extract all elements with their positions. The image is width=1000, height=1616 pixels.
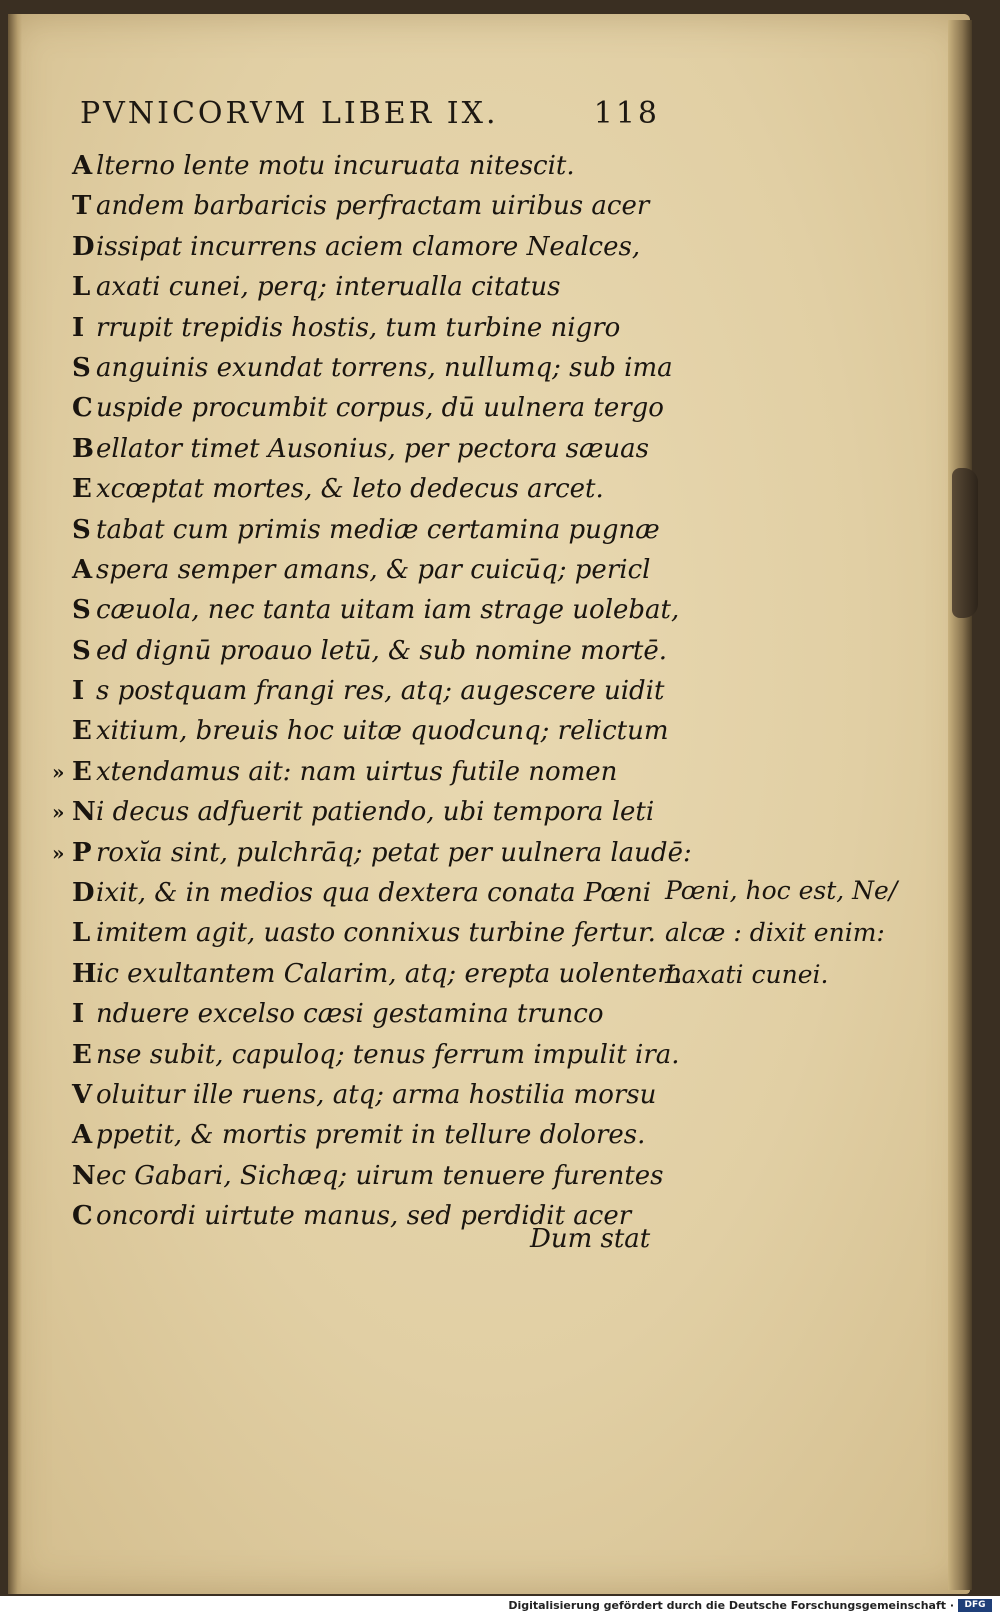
verse-text: ellator timet Ausonius, per pectora sæuas [96,433,650,464]
verse-text: uspide procumbit corpus, dū uulnera tergo [96,393,664,424]
verse-text: spera semper amans, & par cuicūq; pericl [96,554,651,585]
verse-line [72,954,682,994]
verse-line [72,1035,680,1075]
dfg-logo: DFG [958,1599,992,1612]
verse-line [72,267,672,307]
verse-initial: N [72,797,96,828]
verse-initial: I [72,999,85,1030]
verse-initial: C [72,1201,93,1232]
margin-note-line: alcæ : dixit enim: [665,918,885,947]
verse-line [72,146,672,186]
verse-text: cæuola, nec tanta uitam iam strage uolebat, [96,595,680,626]
verse-line [52,792,672,832]
verse-text: xcœptat mortes, & leto dedecus arcet. [96,474,604,505]
verse-text: roxĭa sint, pulchrāq; petat per uulnera laudē: [96,837,692,868]
verse-line [52,833,692,873]
verse-text: axati cunei, perq; interualla citatus [96,272,561,303]
verse-text: oluitur ille ruens, atq; arma hostilia morsu [96,1079,657,1110]
verse-line [72,469,672,509]
verse-initial: L [72,272,91,303]
verse-line [72,590,680,630]
verse-text: xtendamus ait: nam uirtus futile nomen [96,756,618,787]
verse-initial: A [72,151,93,181]
verse-text: anguinis exundat torrens, nullumq; sub ima [96,352,673,383]
verse-text: oncordi uirtute manus, sed perdidit acer [96,1201,632,1232]
binding-gutter [8,14,22,1594]
verse-line [72,671,672,711]
verse-line [72,227,672,267]
verse-initial: S [72,635,91,666]
verse-line [72,550,672,590]
verse-line [72,873,672,913]
verse-initial: C [72,393,93,424]
verse-initial: I [72,676,85,707]
verse-line [72,913,672,953]
verse-initial: A [72,1120,93,1151]
verse-initial: S [72,595,91,626]
running-title: PVNICORVM LIBER IX. [80,96,499,131]
verse-text: andem barbaricis perfractam uiribus acer [96,191,650,222]
verse-text: nduere excelso cæsi gestamina trunco [96,999,604,1030]
running-header [80,96,660,131]
verse-text: imitem agit, uasto connixus turbine fertur. [96,918,656,949]
verse-initial: I [72,312,85,343]
verse-text: ic exultantem Calarim, atq; erepta uolentem [96,958,682,989]
verse-line [72,186,672,226]
verse-line [72,1075,672,1115]
verse-line [72,711,672,751]
verse-text: ec Gabari, Sichæq; uirum tenuere furentes [96,1160,664,1191]
verse-initial: V [72,1079,93,1110]
verse-initial: S [72,352,91,383]
verse-initial: N [72,1160,96,1191]
verse-line [72,1115,672,1155]
verse-initial: T [72,191,92,222]
verse-text: tabat cum primis mediæ certamina pugnæ [96,514,660,545]
page-number: 118 [593,96,660,131]
verse-line [72,388,672,428]
verse-text: rrupit trepidis hostis, tum turbine nigro [96,312,621,343]
verse-text: i decus adfuerit patiendo, ubi tempora leti [96,797,655,828]
verse-initial: E [72,474,92,505]
quotation-mark: » [52,759,65,784]
verse-initial: E [72,756,92,787]
verse-text: ppetit, & mortis premit in tellure dolores. [96,1120,646,1151]
verse-initial: D [72,878,95,909]
verse-initial: P [72,837,92,868]
verse-initial: D [72,231,95,262]
verse-line [72,348,672,388]
catchword: Dum stat [530,1224,651,1254]
verse-text: ed dignū proauo letū, & sub nomine mortē. [96,635,667,666]
verse-text: nse subit, capuloq; tenus ferrum impulit ira. [96,1039,680,1070]
verse-text: lterno lente motu incuruata nitescit. [96,151,575,181]
page-fore-edge [948,20,972,1590]
quotation-mark: » [52,840,65,865]
verse-initial: H [72,958,97,989]
margin-note-line: Laxati cunei. [665,960,829,989]
verse-initial: E [72,1039,92,1070]
funding-credit: Digitalisierung gefördert durch die Deutsche Forschungsgemeinschaft · [508,1599,954,1612]
verse-text: xitium, breuis hoc uitæ quodcunq; relictum [96,716,669,747]
verse-block [52,146,692,1237]
verse-line [72,1156,672,1196]
verse-text: ixit, & in medios qua dextera conata Pœni [96,878,652,909]
verse-line [52,752,672,792]
margin-note [665,870,925,996]
verse-line [72,429,672,469]
verse-line [72,631,672,671]
verse-initial: S [72,514,91,545]
margin-note-line: Pœni, hoc est, Ne/ [665,876,898,905]
quotation-mark: » [52,800,65,825]
verse-initial: L [72,918,91,949]
book-clasp [952,468,978,618]
verse-line [72,308,672,348]
verse-line [72,994,672,1034]
verse-text: issipat incurrens aciem clamore Nealces, [96,231,641,262]
verse-initial: A [72,554,93,585]
verse-initial: E [72,716,92,747]
verse-line [72,510,672,550]
verse-text: s postquam frangi res, atq; augescere uidit [96,676,665,707]
verse-initial: B [72,433,94,464]
